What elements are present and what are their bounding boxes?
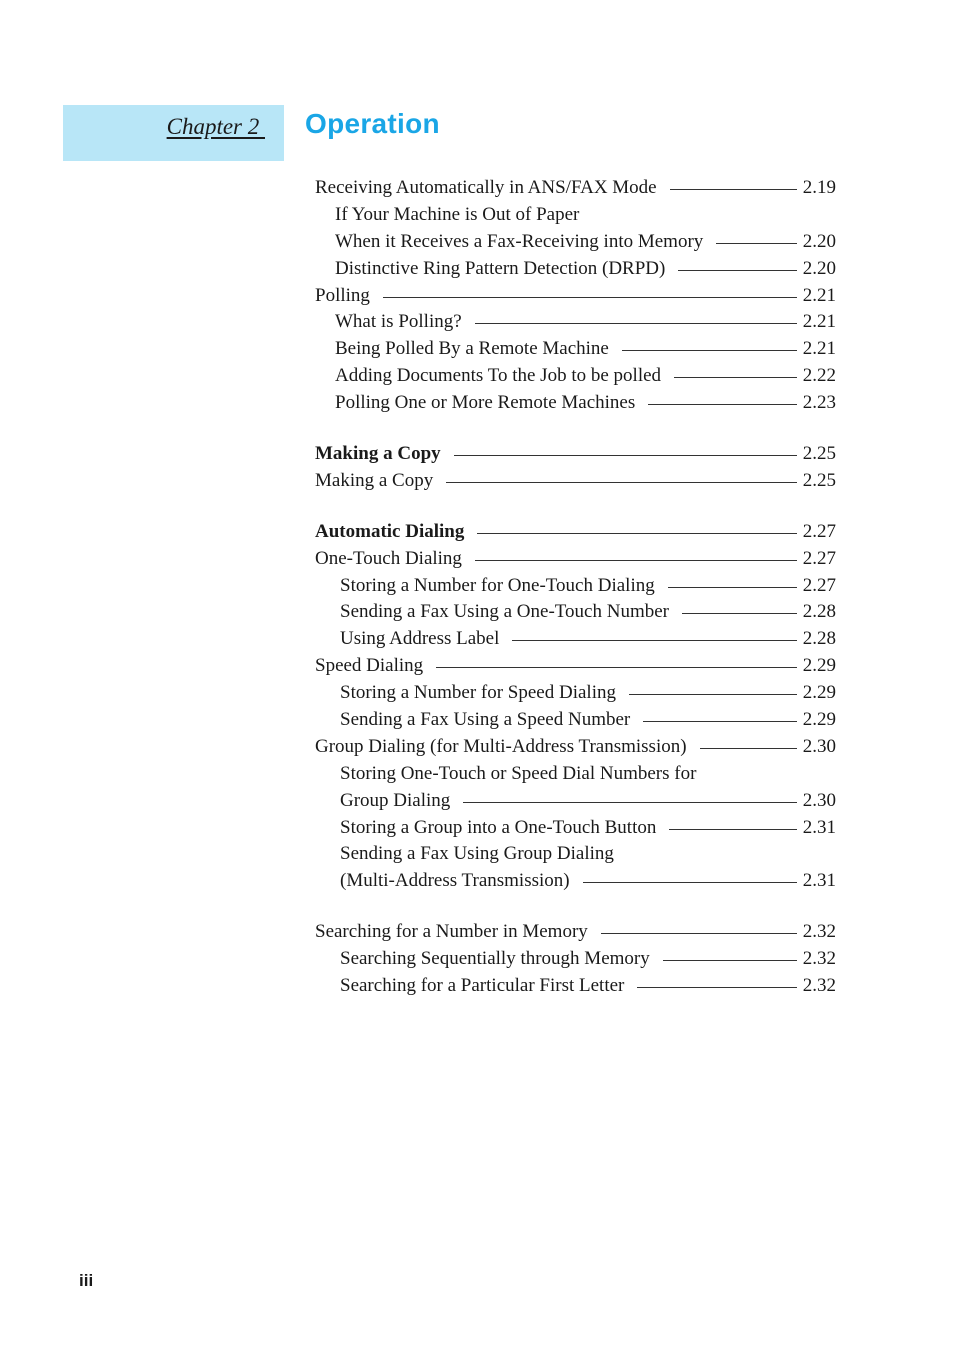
toc-entry-page: 2.28 (802, 628, 836, 650)
toc-leader-line (648, 404, 797, 405)
toc-leader-line (716, 243, 797, 244)
toc-entry[interactable] (315, 921, 836, 948)
toc-leader-line (637, 987, 797, 988)
toc-leader-line (622, 350, 797, 351)
toc-leader-line (669, 829, 797, 830)
toc-entry[interactable] (315, 177, 836, 204)
toc-entry-page: 2.21 (802, 311, 836, 333)
toc-leader-line (670, 189, 797, 190)
toc-entry[interactable] (315, 682, 836, 709)
toc-leader-line (475, 323, 797, 324)
toc-entry-page: 2.31 (802, 870, 836, 892)
toc-entry-title: What is Polling? (335, 311, 462, 333)
toc-entry[interactable] (315, 948, 836, 975)
toc-entry[interactable] (315, 575, 836, 602)
section-gap (315, 897, 836, 921)
toc-entry-title: Searching for a Particular First Letter (340, 975, 625, 997)
toc-entry-title: One-Touch Dialing (315, 547, 462, 569)
toc-entry-title: Distinctive Ring Pattern Detection (DRPD) (335, 257, 666, 279)
toc-entry-page: 2.28 (802, 601, 836, 623)
toc-leader-line (475, 560, 797, 561)
toc-entry-title: If Your Machine is Out of Paper (335, 203, 580, 225)
toc-entry-page: 2.23 (802, 392, 836, 414)
toc-entry[interactable] (315, 258, 836, 285)
toc-leader-line (643, 721, 797, 722)
toc-entry[interactable] (315, 311, 836, 338)
toc-entry[interactable] (315, 521, 836, 548)
toc-entry-title: Sending a Fax Using Group Dialing (340, 843, 614, 865)
toc-entry[interactable] (315, 601, 836, 628)
toc-entry-title: (Multi-Address Transmission) (340, 870, 570, 892)
toc-entry[interactable] (315, 443, 836, 470)
toc-entry-page: 2.22 (802, 365, 836, 387)
toc-entry-title: Storing One-Touch or Speed Dial Numbers for (340, 762, 697, 784)
toc-entry[interactable] (315, 975, 836, 1002)
toc-entry-page: 2.27 (802, 547, 836, 569)
toc-entry-title: Searching for a Number in Memory (315, 921, 588, 943)
toc-entry[interactable] (315, 790, 836, 817)
toc-leader-line (682, 613, 797, 614)
toc-entry-page: 2.21 (802, 284, 836, 306)
toc-leader-line (674, 377, 797, 378)
toc-entry-page: 2.20 (802, 230, 836, 252)
toc-entry[interactable] (315, 843, 836, 870)
toc-entry[interactable] (315, 763, 836, 790)
toc-entry-title: Speed Dialing (315, 655, 424, 677)
page-number: iii (79, 1271, 94, 1290)
toc-entry-page: 2.32 (802, 921, 836, 943)
toc-entry-title: Adding Documents To the Job to be polled (335, 365, 662, 387)
toc-entry-page: 2.30 (802, 789, 836, 811)
toc-entry[interactable] (315, 817, 836, 844)
toc-leader-line (601, 933, 797, 934)
toc-entry-page: 2.25 (802, 469, 836, 491)
toc-entry[interactable] (315, 285, 836, 312)
toc-entry-page: 2.20 (802, 257, 836, 279)
section-gap (315, 497, 836, 521)
toc-entry-page: 2.29 (802, 682, 836, 704)
toc-leader-line (454, 455, 797, 456)
toc-entry-title: Group Dialing (for Multi-Address Transmission) (315, 735, 687, 757)
toc-entry-title: Searching Sequentially through Memory (340, 948, 650, 970)
toc-leader-line (700, 748, 797, 749)
toc-entry-page: 2.29 (802, 709, 836, 731)
toc-leader-line (446, 482, 797, 483)
toc-entry[interactable] (315, 870, 836, 897)
toc-entry[interactable] (315, 736, 836, 763)
toc-entry[interactable] (315, 365, 836, 392)
toc-entry[interactable] (315, 204, 836, 231)
toc-entry-title: Polling One or More Remote Machines (335, 392, 636, 414)
toc-entry[interactable] (315, 709, 836, 736)
table-of-contents (315, 177, 836, 1002)
toc-leader-line (629, 694, 797, 695)
toc-entry-title: When it Receives a Fax-Receiving into Memory (335, 230, 704, 252)
section-gap (315, 419, 836, 443)
toc-entry[interactable] (315, 470, 836, 497)
toc-entry-page: 2.21 (802, 338, 836, 360)
toc-entry-title: Sending a Fax Using a Speed Number (340, 709, 631, 731)
toc-entry-title: Sending a Fax Using a One-Touch Number (340, 601, 669, 623)
toc-entry[interactable] (315, 392, 836, 419)
toc-entry-title: Storing a Group into a One-Touch Button (340, 816, 657, 838)
page-title: Operation (305, 108, 440, 139)
chapter-tab (63, 105, 284, 161)
toc-entry[interactable] (315, 655, 836, 682)
toc-entry-page: 2.31 (802, 816, 836, 838)
toc-leader-line (383, 297, 797, 298)
toc-entry-page: 2.19 (802, 177, 836, 198)
toc-leader-line (463, 802, 797, 803)
toc-entry-page: 2.32 (802, 948, 836, 970)
toc-leader-line (583, 882, 797, 883)
toc-entry-title: Automatic Dialing (315, 520, 465, 542)
toc-entry[interactable] (315, 338, 836, 365)
toc-entry[interactable] (315, 628, 836, 655)
toc-entry-page: 2.30 (802, 735, 836, 757)
toc-entry-title: Storing a Number for Speed Dialing (340, 682, 616, 704)
toc-entry[interactable] (315, 548, 836, 575)
toc-entry-page: 2.25 (802, 443, 836, 465)
toc-entry-title: Making a Copy (315, 443, 441, 465)
toc-leader-line (512, 640, 797, 641)
toc-entry-page: 2.27 (802, 574, 836, 596)
toc-leader-line (663, 960, 797, 961)
chapter-label: Chapter 2 (166, 114, 265, 139)
toc-entry-page: 2.29 (802, 655, 836, 677)
toc-entry-title: Using Address Label (340, 628, 500, 650)
toc-leader-line (477, 533, 797, 534)
toc-entry-title: Being Polled By a Remote Machine (335, 338, 609, 360)
toc-entry-title: Storing a Number for One-Touch Dialing (340, 574, 655, 596)
toc-entry-page: 2.32 (802, 975, 836, 997)
toc-entry-title: Receiving Automatically in ANS/FAX Mode (315, 177, 657, 198)
toc-entry-title: Making a Copy (315, 469, 434, 491)
toc-entry-page: 2.27 (802, 520, 836, 542)
toc-leader-line (436, 667, 797, 668)
toc-leader-line (678, 270, 797, 271)
toc-entry-title: Group Dialing (340, 789, 451, 811)
toc-entry[interactable] (315, 231, 836, 258)
toc-entry-title: Polling (315, 284, 370, 306)
toc-leader-line (668, 587, 797, 588)
